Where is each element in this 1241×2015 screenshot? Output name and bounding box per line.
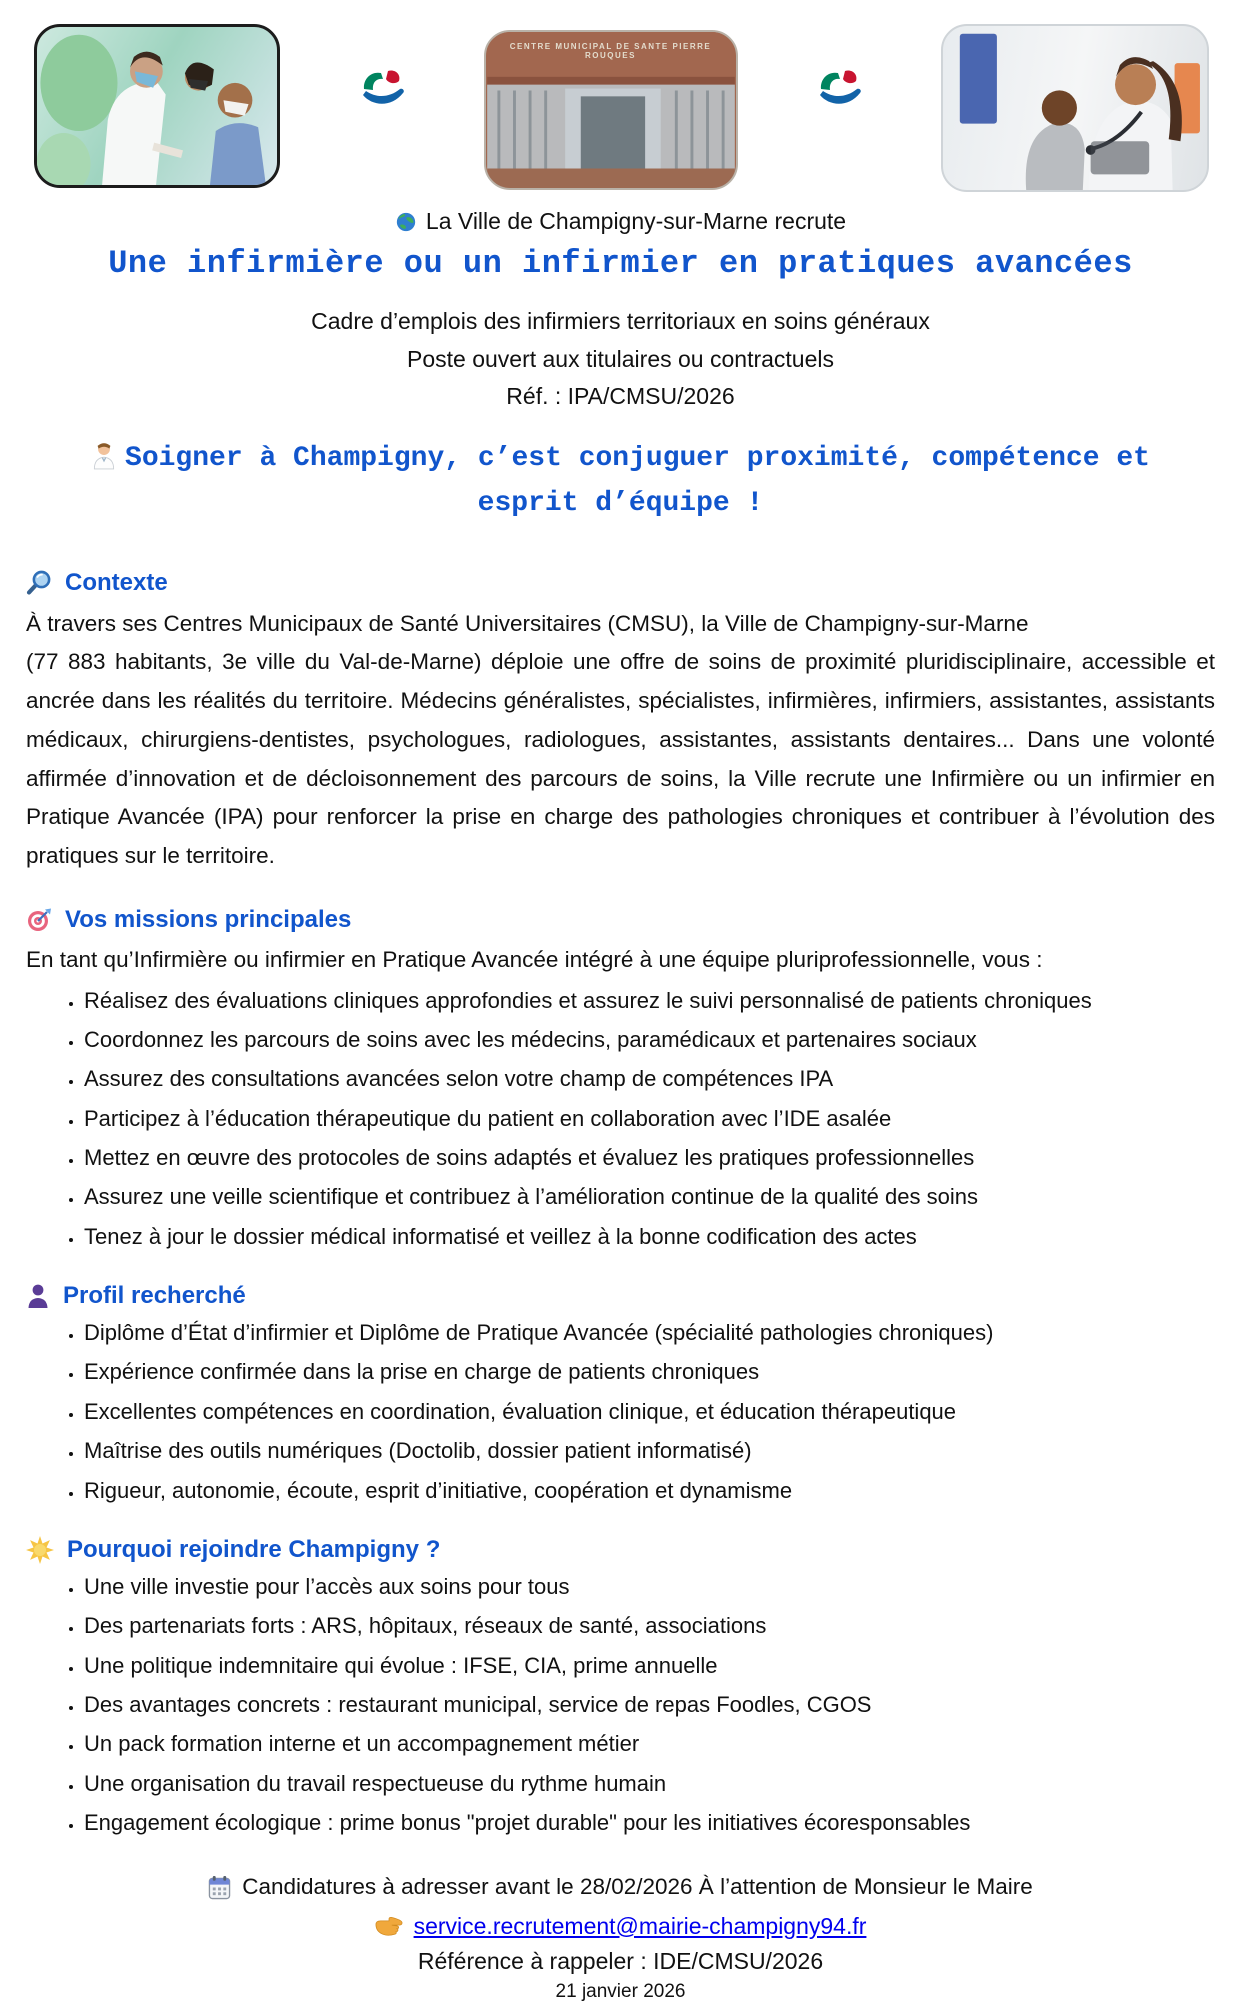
list-item: • Rigueur, autonomie, écoute, esprit d’initiative, coopération et dynamisme <box>84 1476 1215 1506</box>
list-item: • Maîtrise des outils numériques (Doctolib, dossier patient informatisé) <box>84 1436 1215 1466</box>
email-line <box>26 1907 1215 1946</box>
list-item: • Diplôme d’État d’infirmier et Diplôme de Pratique Avancée (spécialité pathologies chroniques) <box>84 1318 1215 1348</box>
document-body <box>0 569 1241 2003</box>
section-pourquoi-heading <box>26 1536 1215 1564</box>
section-profil-title: Profil recherché <box>63 1282 246 1310</box>
list-item: • Des avantages concrets : restaurant municipal, service de repas Foodles, CGOS <box>84 1690 1215 1720</box>
list-item: • Tenez à jour le dossier médical informatisé et veillez à la bonne codification des actes <box>84 1222 1215 1252</box>
photo-vaccination <box>34 24 280 188</box>
deadline-text: Candidatures à adresser avant le 28/02/2026 À l’attention de Monsieur le Maire <box>242 1874 1033 1900</box>
section-contexte-heading <box>26 569 1215 597</box>
recruit-line <box>0 208 1241 235</box>
section-contexte-title: Contexte <box>65 568 168 596</box>
section-missions-title: Vos missions principales <box>65 905 352 933</box>
tagline <box>46 437 1196 527</box>
header-photo-strip <box>0 20 1241 192</box>
contexte-paragraph <box>26 605 1215 876</box>
list-item: • Une organisation du travail respectueuse du rythme humain <box>84 1769 1215 1799</box>
email-link[interactable]: service.recrutement@mairie-champigny94.fr <box>413 1912 867 1939</box>
health-worker-icon <box>91 440 117 470</box>
list-item: • Engagement écologique : prime bonus "projet durable" pour les initiatives écoresponsables <box>84 1808 1215 1838</box>
list-item: • Assurez des consultations avancées selon votre champ de compétences IPA <box>84 1064 1215 1094</box>
list-item: • Participez à l’éducation thérapeutique du patient en collaboration avec l’IDE asalée <box>84 1104 1215 1134</box>
deadline-line <box>26 1868 1215 1906</box>
subtitle-cadre: Cadre d’emplois des infirmiers territoriaux en soins généraux <box>311 308 930 335</box>
target-icon <box>26 907 52 933</box>
pointing-hand-icon <box>375 1916 403 1937</box>
list-item: • Expérience confirmée dans la prise en charge de patients chroniques <box>84 1357 1215 1387</box>
missions-intro: En tant qu’Infirmière ou infirmier en Pratique Avancée intégré à une équipe pluriprofessionnelle, vous : <box>26 946 1043 972</box>
photo-health-center <box>484 30 738 190</box>
tagline-text: Soigner à Champigny, c’est conjuguer proximité, compétence et esprit d’équipe ! <box>125 443 1150 519</box>
champigny-logo-icon <box>352 60 412 120</box>
profil-list <box>26 1318 1215 1506</box>
job-reference: Réf. : IPA/CMSU/2026 <box>506 382 735 409</box>
person-bust-icon <box>26 1283 50 1309</box>
date-line: 21 janvier 2026 <box>555 1980 686 2002</box>
photo-nurse-child <box>941 24 1209 192</box>
pourquoi-list <box>26 1572 1215 1839</box>
magnifying-glass-icon <box>26 570 52 596</box>
section-missions-heading <box>26 906 1215 934</box>
list-item: • Des partenariats forts : ARS, hôpitaux, réseaux de santé, associations <box>84 1611 1215 1641</box>
list-item: • Une ville investie pour l’accès aux soins pour tous <box>84 1572 1215 1602</box>
list-item: • Coordonnez les parcours de soins avec les médecins, paramédicaux et partenaires sociaux <box>84 1025 1215 1055</box>
subtitle-poste: Poste ouvert aux titulaires ou contractuels <box>406 345 834 372</box>
champigny-logo-icon <box>809 60 869 120</box>
application-footer <box>26 1868 1215 2002</box>
contexte-paragraph-line1: À travers ses Centres Municipaux de Santé Universitaires (CMSU), la Ville de Champigny-sur-Marne <box>26 610 1029 636</box>
sun-icon <box>26 1536 54 1564</box>
nurse-child-illustration <box>943 26 1207 190</box>
missions-list <box>26 986 1215 1253</box>
list-item: • Excellentes compétences en coordination, évaluation clinique, et éducation thérapeutique <box>84 1397 1215 1427</box>
calendar-icon <box>208 1875 231 1900</box>
list-item: • Une politique indemnitaire qui évolue : IFSE, CIA, prime annuelle <box>84 1651 1215 1681</box>
list-item: • Assurez une veille scientifique et contribuez à l’amélioration continue de la qualité des soins <box>84 1182 1215 1212</box>
reference-line: Référence à rappeler : IDE/CMSU/2026 <box>417 1947 824 1974</box>
list-item: • Mettez en œuvre des protocoles de soins adaptés et évaluez les pratiques professionnelles <box>84 1143 1215 1173</box>
section-profil-heading <box>26 1282 1215 1310</box>
page-title: Une infirmière ou un infirmier en pratiques avancées <box>108 245 1133 282</box>
health-center-sign: CENTRE MUNICIPAL DE SANTE PIERRE ROUQUES <box>509 42 712 60</box>
globe-icon <box>395 211 417 233</box>
contexte-paragraph-rest: (77 883 habitants, 3e ville du Val-de-Marne) déploie une offre de soins de proximité pluridisciplinaire, accessible et ancrée dans les réalités du territoire. Médecins généralistes, spécialistes, infirmières, infirmiers, assistantes, assistants médicaux, chirurgiens-dentistes, psychologues, radiologues, assistantes, assistants dentaires... Dans une volonté affirmée d’innovation et de décloisonnement des parcours de soins, la Ville recrute une Infirmière ou un infirmier en Pratique Avancée (IPA) pour renforcer la prise en charge des pathologies chroniques et contribuer à l’évolution des pratiques sur le territoire. <box>26 649 1215 868</box>
list-item: • Réalisez des évaluations cliniques approfondies et assurez le suivi personnalisé de patients chroniques <box>84 986 1215 1016</box>
recruit-text: La Ville de Champigny-sur-Marne recrute <box>425 208 847 234</box>
vaccination-illustration <box>37 27 277 185</box>
section-pourquoi-title: Pourquoi rejoindre Champigny ? <box>67 1535 441 1563</box>
list-item: • Un pack formation interne et un accompagnement métier <box>84 1729 1215 1759</box>
